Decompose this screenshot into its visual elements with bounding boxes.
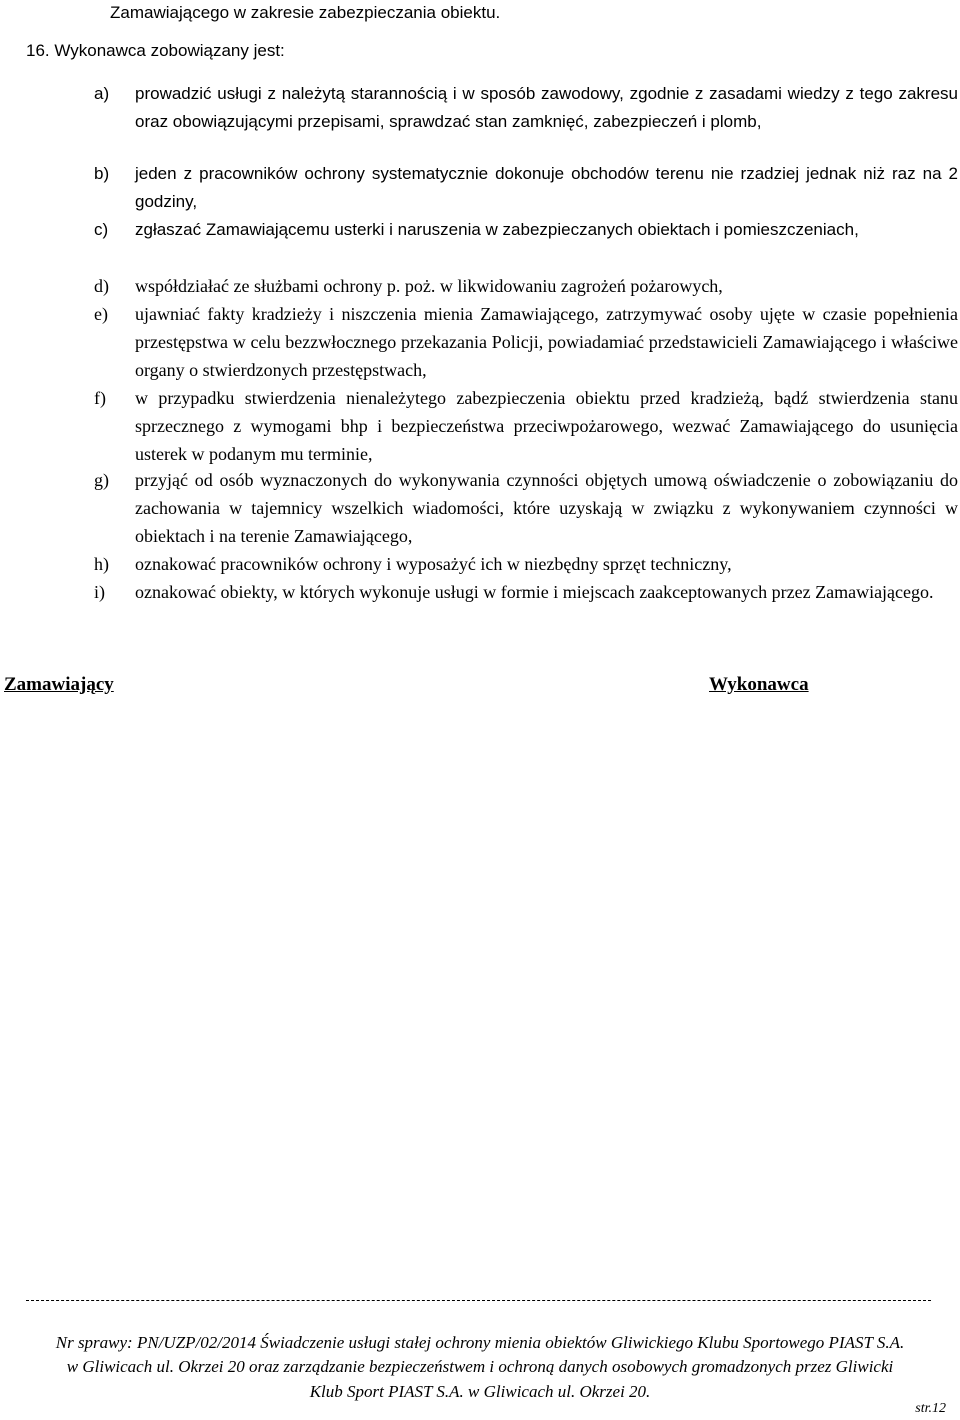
section-number: 16. xyxy=(26,41,50,60)
item-label: b) xyxy=(94,164,110,183)
list-item xyxy=(94,80,958,136)
list-item xyxy=(94,384,958,468)
signature-zamawiajacy: Zamawiający xyxy=(4,674,114,695)
item-text: prowadzić usługi z należytą starannością i w sposób zawodowy, zgodnie z zasadami wiedzy z tego zakresu oraz obowiązującymi przepisami, sprawdzać stan zamknięć, zabezpieczeń i plomb, xyxy=(135,84,958,131)
item-text: jeden z pracowników ochrony systematycznie dokonuje obchodów terenu nie rzadziej jednak niż raz na 2 godziny, xyxy=(135,164,958,211)
signature-wykonawca: Wykonawca xyxy=(709,674,809,695)
item-label: c) xyxy=(94,220,109,239)
list-item xyxy=(94,272,958,300)
continuation-line: Zamawiającego w zakresie zabezpieczania obiektu. xyxy=(110,3,501,22)
section-heading xyxy=(26,40,285,62)
list-item xyxy=(94,550,958,578)
section-title: Wykonawca zobowiązany jest: xyxy=(54,41,285,60)
list-item xyxy=(94,578,958,606)
list-item xyxy=(94,160,958,216)
item-text: oznakować obiekty, w których wykonuje usługi w formie i miejscach zaakceptowanych przez Zamawiającego. xyxy=(135,582,934,602)
page-number: str.12 xyxy=(915,1401,946,1416)
item-text: przyjąć od osób wyznaczonych do wykonywania czynności objętych umową oświadczenie o zobowiązaniu do zachowania w tajemnicy wszelkich wiadomości, które uzyskają w związku z wykonywaniem czynności w obiektach i na terenie Zamawiającego, xyxy=(135,470,958,546)
list-item xyxy=(94,466,958,550)
item-label: e) xyxy=(94,304,108,324)
item-text: zgłaszać Zamawiającemu usterki i naruszenia w zabezpieczanych obiektach i pomieszczeniach, xyxy=(135,220,859,239)
item-label: d) xyxy=(94,276,109,296)
item-label: g) xyxy=(94,470,109,490)
item-text: oznakować pracowników ochrony i wyposażyć ich w niezbędny sprzęt techniczny, xyxy=(135,554,732,574)
footer-line-3: Klub Sport PIAST S.A. w Gliwicach ul. Okrzei 20. xyxy=(309,1382,651,1401)
list-item xyxy=(94,216,958,244)
item-label: a) xyxy=(94,84,110,103)
list-item xyxy=(94,300,958,384)
item-label: f) xyxy=(94,388,106,408)
footer-divider xyxy=(26,1300,931,1301)
item-label: i) xyxy=(94,582,105,602)
item-text: w przypadku stwierdzenia nienależytego zabezpieczenia obiektu przed kradzieżą, bądź stwierdzenia stanu sprzecznego z wymogami bhp i bezpieczeństwa przeciwpożarowego, wezwać Zamawiającego do usunięcia usterek w podanym mu terminie, xyxy=(135,388,958,464)
footer-line-2: w Gliwicach ul. Okrzei 20 oraz zarządzanie bezpieczeństwem i ochroną danych osobowych gromadzonych przez Gliwicki xyxy=(66,1357,894,1376)
item-text: ujawniać fakty kradzieży i niszczenia mienia Zamawiającego, zatrzymywać osoby ujęte w czasie popełnienia przestępstwa w celu bezzwłocznego przekazania Policji, powiadamiać przedstawicieli Zamawiającego i właściwe organy o stwierdzonych przestępstwach, xyxy=(135,304,958,380)
footer-line-1: Nr sprawy: PN/UZP/02/2014 Świadczenie usługi stałej ochrony mienia obiektów Gliwickiego Klubu Sportowego PIAST S.A. xyxy=(55,1333,905,1352)
item-label: h) xyxy=(94,554,109,574)
item-text: współdziałać ze służbami ochrony p. poż. w likwidowaniu zagrożeń pożarowych, xyxy=(135,276,723,296)
